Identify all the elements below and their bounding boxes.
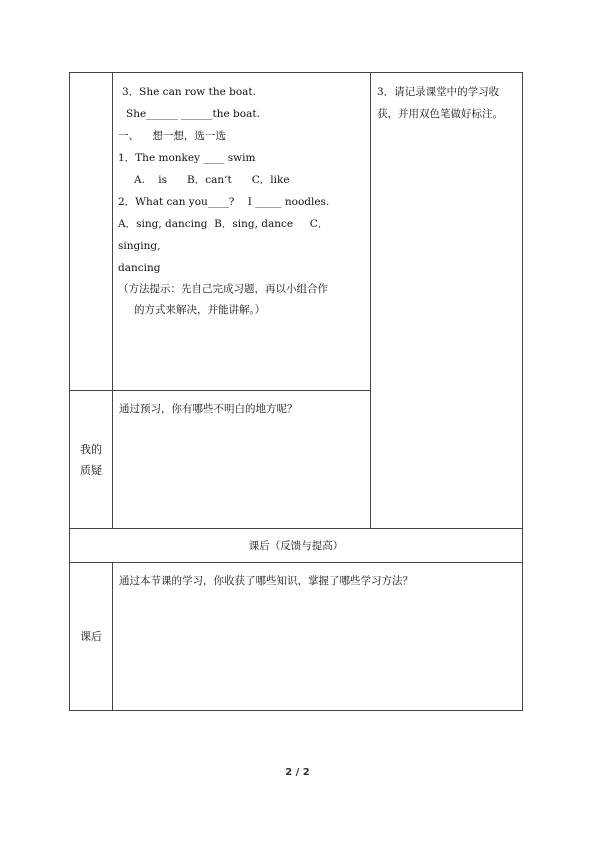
exercise-line-2: She______ ______the boat. [126,108,260,120]
method-tip-line-2: 的方式来解决，并能讲解。） [134,304,266,316]
exercise-row [70,73,523,391]
exercise-line-4: 1．The monkey ____ swim [118,152,256,164]
after-class-heading-cell [70,529,523,563]
exercise-line-5: A. is B．can‘t C．like [134,174,290,186]
after-class-heading: 课后（反馈与提高） [248,539,344,552]
after-class-question: 通过本节课的学习，你收获了哪些知识，掌握了哪些学习方法？ [119,575,413,587]
my-questions-label-cell [70,391,113,529]
after-class-heading-row [70,529,523,563]
after-class-content-cell [113,563,523,711]
exercise-line-1: 3．She can row the boat. [122,86,256,98]
exercise-content [113,73,370,321]
method-tip-line-1: （方法提示：先自己完成习题，再以小组合作 [118,283,328,295]
classroom-note-text: 3．请记录课堂中的学习收获，并用双色笔做好标注。 [377,86,503,120]
after-class-label: 课后 [80,630,102,643]
page-number: 2 / 2 [285,767,310,778]
after-class-label-cell [70,563,113,711]
exercise-content-cell [113,73,371,391]
my-questions-content-cell [113,391,371,529]
classroom-note-cell [371,73,523,529]
exercise-left-empty-cell [70,73,113,391]
exercise-line-8: dancing [118,262,161,274]
my-questions-label: 我的 质疑 [80,442,102,477]
study-sheet-table [69,72,523,711]
after-class-row [70,563,523,711]
exercise-line-3: 一、 想一想，选一选 [118,130,226,142]
preview-question: 通过预习，你有哪些不明白的地方呢？ [119,403,298,415]
exercise-line-6: 2．What can you____? I _____ noodles. [118,196,330,208]
exercise-line-7: A．sing, dancing B．sing, dance C．singing, [118,218,329,252]
